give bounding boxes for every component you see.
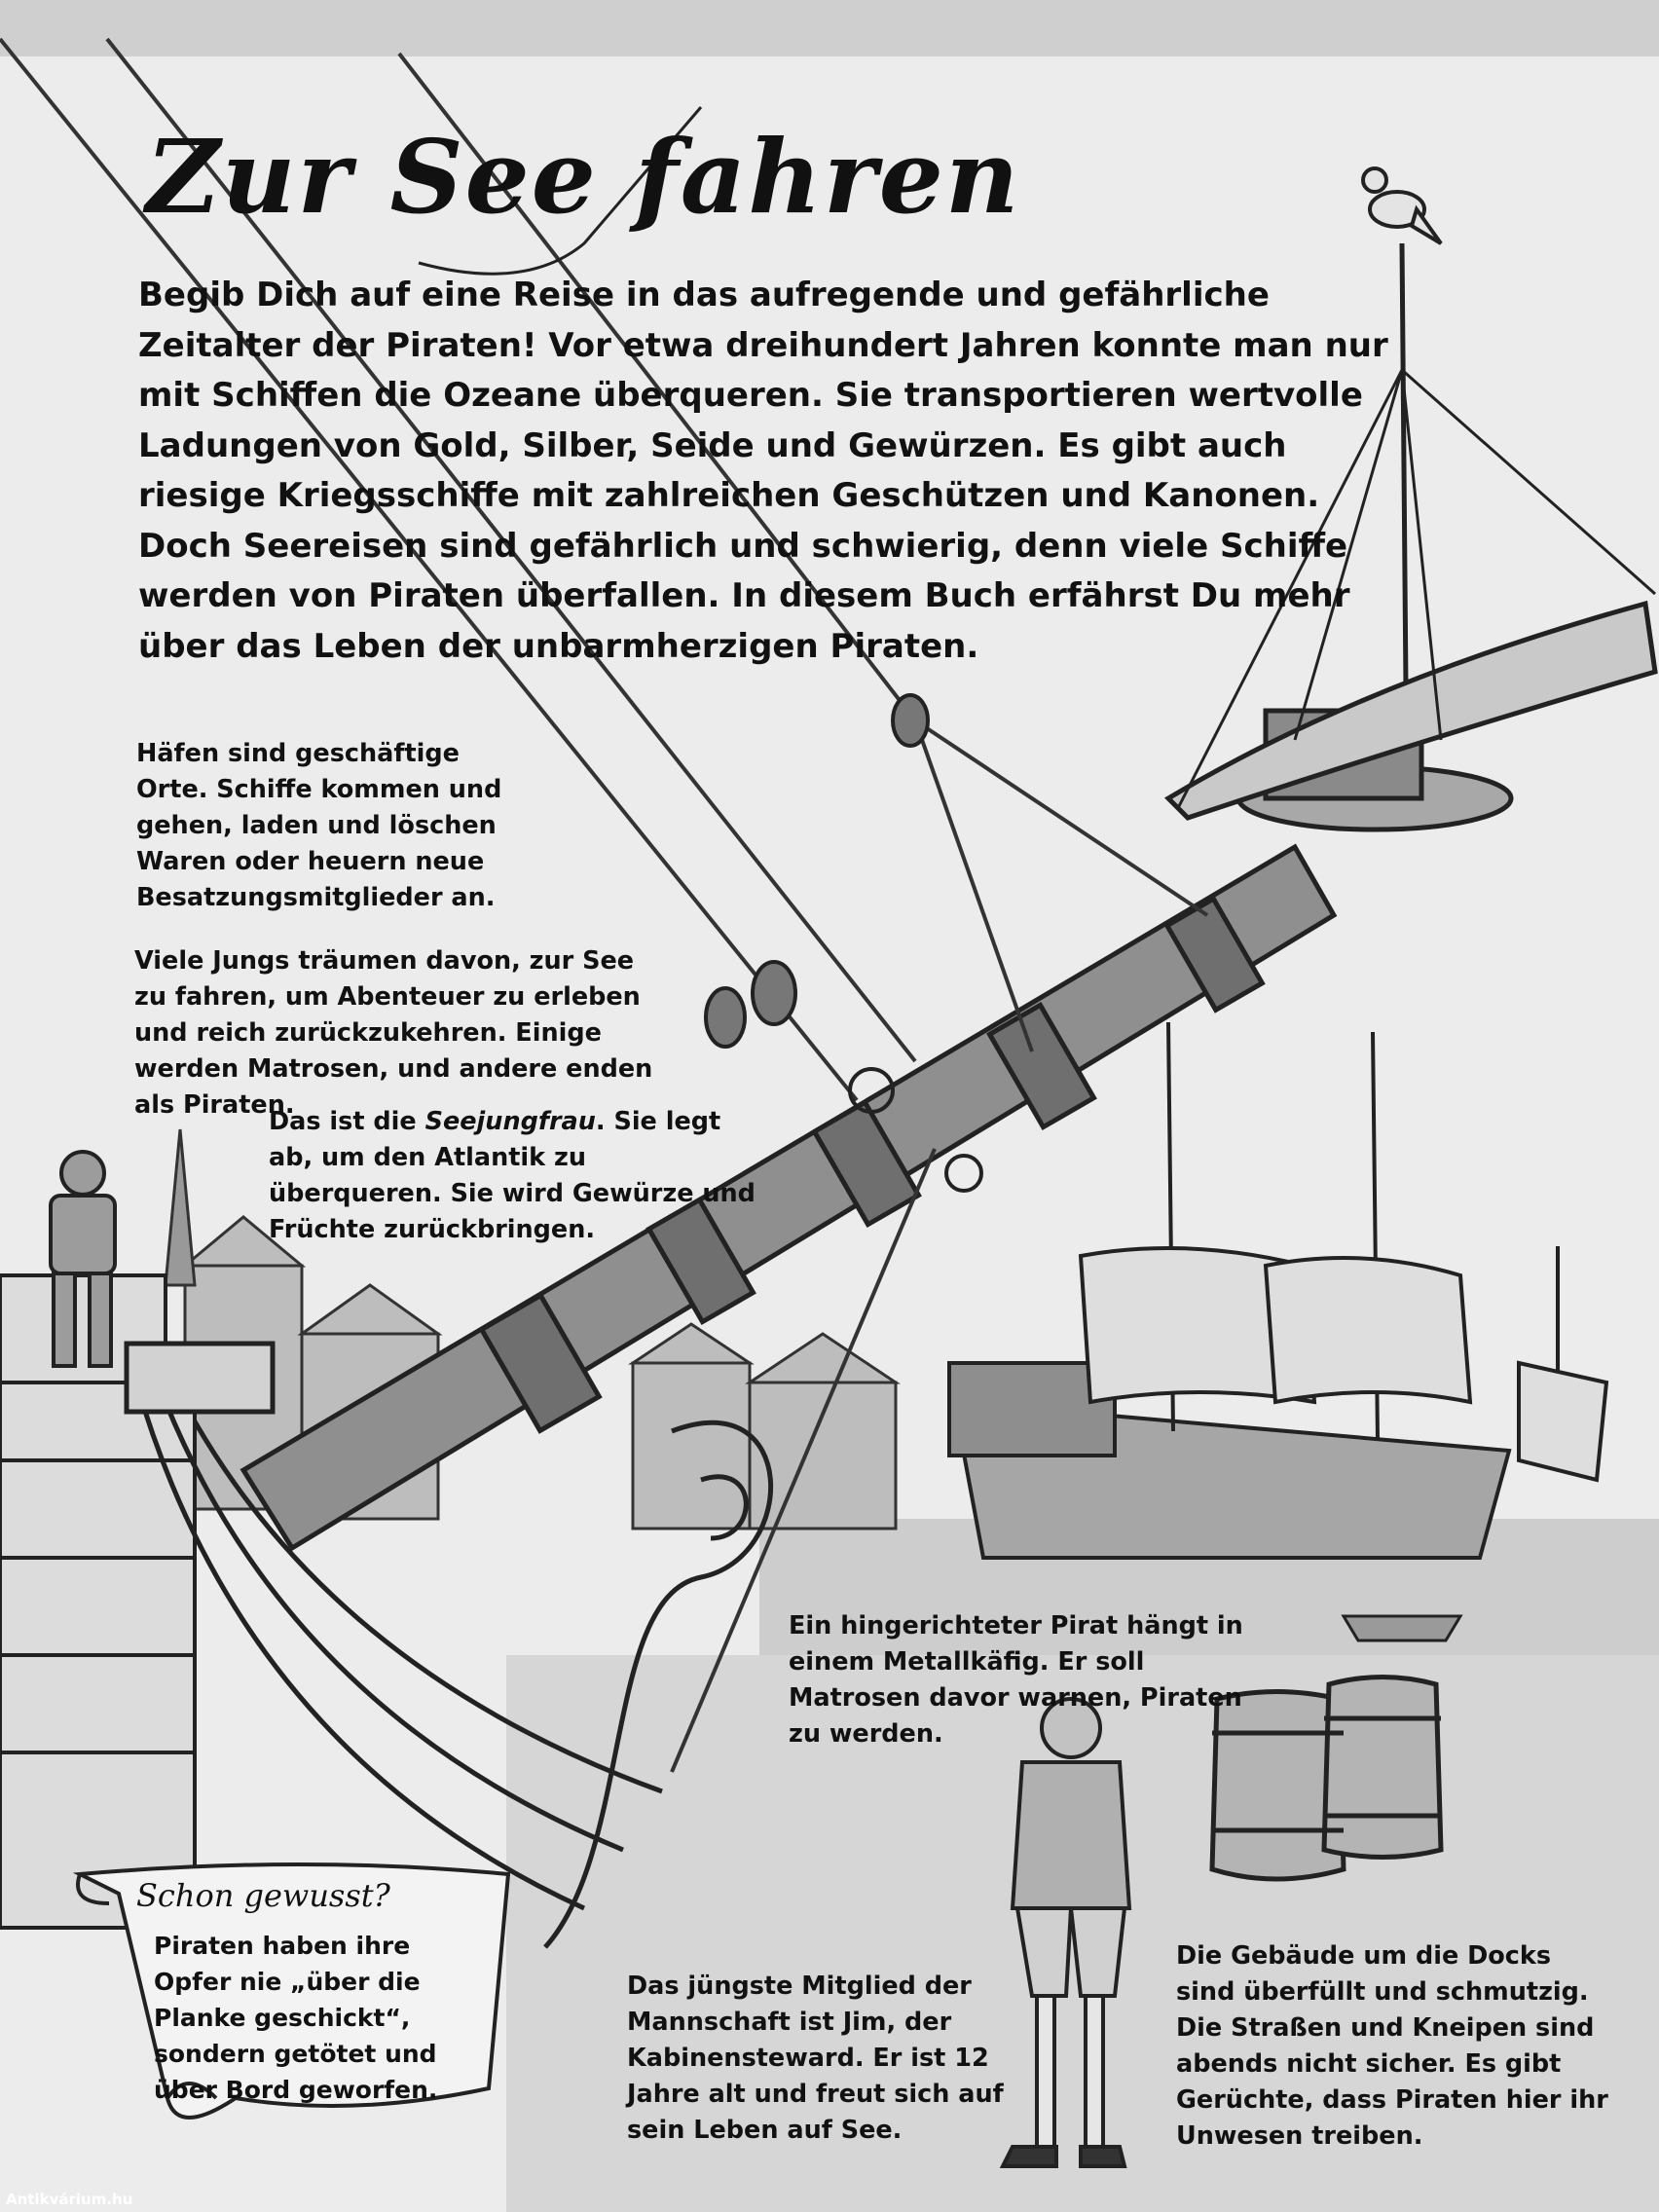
page-title: Zur See fahren <box>146 117 1021 237</box>
intro-paragraph: Begib Dich auf eine Reise in das aufregende und gefährliche Zeitalter der Piraten! Vor etwa dreihundert Jahren konnte man nur mit Schiffen die Ozeane überqueren. Sie transportieren wertvolle Ladungen von Gold, Silber, Seide und Gewürzen. Es gibt auch riesige Kriegsschiffe mit zahlreichen Geschützen und Kanonen. Doch Seereisen sind gefährlich und schwierig, denn viele Schiffe werden von Piraten überfallen. In diesem Buch erfährst Du mehr über das Leben der unbarmherzigen Piraten. <box>138 276 1388 666</box>
rowboat <box>1344 1616 1460 1641</box>
did-you-know-title: Schon gewusst? <box>136 1877 390 1914</box>
did-you-know-text: Piraten haben ihre Opfer nie „über die Planke geschickt“, sondern getötet und über Bord geworfen. <box>154 1932 438 2104</box>
caption-ship <box>269 1104 756 1248</box>
caption-boys: Viele Jungs träumen davon, zur See zu fahren, um Abenteuer zu erleben und reich zurückzukehren. Einige werden Matrosen, und andere enden als Piraten. <box>134 946 653 1120</box>
caption-pirate-cage: Ein hingerichteter Pirat hängt in einem Metallkäfig. Er soll Matrosen davor warnen, Piraten zu werden. <box>789 1611 1243 1749</box>
caption-ship-pre: Das ist die <box>269 1107 425 1136</box>
watermark: Antikvárium.hu <box>6 2191 133 2208</box>
seagull <box>1363 168 1441 243</box>
caption-docks: Die Gebäude um die Docks sind überfüllt und schmutzig. Die Straßen und Kneipen sind abends nicht sicher. Es gibt Gerüchte, dass Piraten hier ihr Unwesen treiben. <box>1176 1941 1608 2151</box>
caption-ship-name: Seejungfrau <box>424 1107 596 1136</box>
caption-harbor: Häfen sind geschäftige Orte. Schiffe kommen und gehen, laden und löschen Waren oder heuern neue Besatzungsmitglieder an. <box>136 739 502 912</box>
caption-jim: Das jüngste Mitglied der Mannschaft ist Jim, der Kabinensteward. Er ist 12 Jahre alt und freut sich auf sein Leben auf See. <box>627 1972 1004 2145</box>
caption-ship-post: . Sie legt ab, um den Atlantik zu überqueren. Sie wird Gewürze und Früchte zurückbringen. <box>269 1107 756 1244</box>
